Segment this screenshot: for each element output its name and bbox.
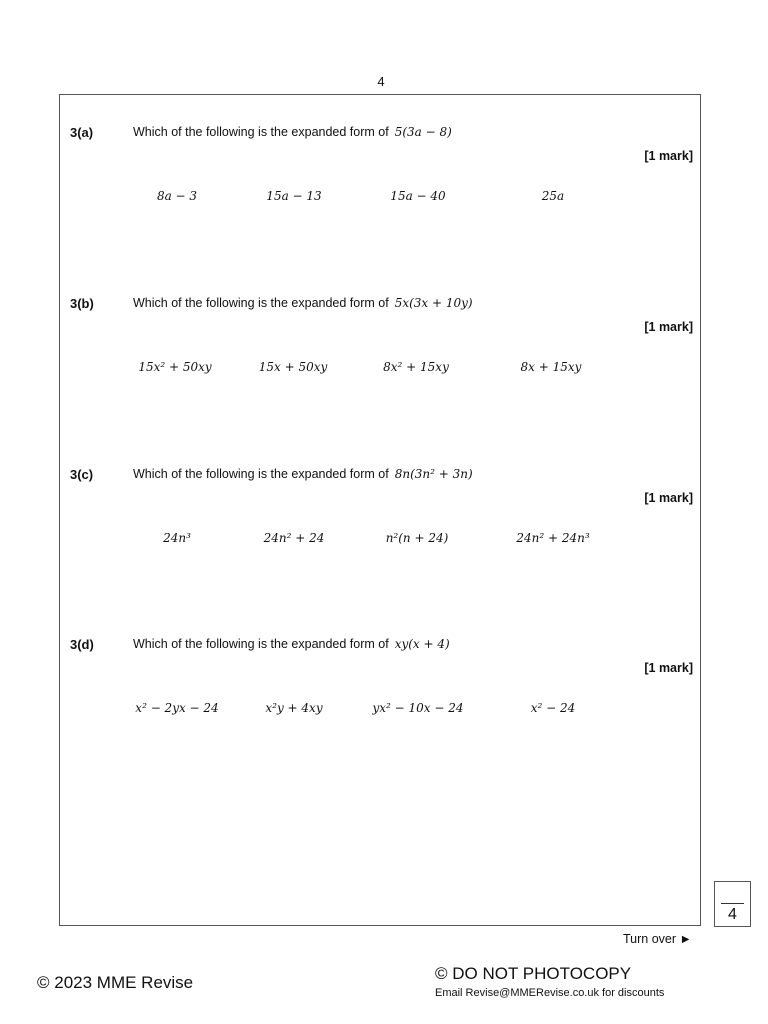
question-expression: 5(3a − 8)	[394, 125, 452, 139]
question-3c	[60, 467, 700, 587]
question-number: 3(d)	[70, 637, 94, 652]
score-total: 4	[728, 906, 737, 923]
question-prompt	[133, 467, 473, 481]
question-3b	[60, 296, 700, 416]
question-prompt-text: Which of the following is the expanded form of	[133, 467, 389, 481]
discount-email-note: Email Revise@MMERevise.co.uk for discounts	[435, 987, 665, 999]
question-frame	[59, 94, 701, 926]
no-photocopy-notice: © DO NOT PHOTOCOPY	[435, 964, 632, 983]
question-number: 3(a)	[70, 125, 94, 140]
question-prompt-text: Which of the following is the expanded form of	[133, 296, 389, 310]
score-divider	[721, 903, 744, 904]
question-marks: [1 mark]	[644, 149, 693, 163]
answer-option[interactable]: 24n² + 24n³	[516, 531, 590, 545]
question-prompt	[133, 296, 473, 310]
question-prompt-text: Which of the following is the expanded form of	[133, 125, 389, 139]
question-marks: [1 mark]	[644, 661, 693, 675]
answer-option[interactable]: yx² − 10x − 24	[372, 701, 464, 715]
answer-option[interactable]: 15x² + 50xy	[138, 360, 212, 374]
answer-option[interactable]: x²y + 4xy	[265, 701, 323, 715]
turn-over-label: Turn over ►	[623, 932, 692, 946]
question-expression: xy(x + 4)	[394, 637, 450, 651]
answer-option[interactable]: 15a − 40	[390, 189, 446, 203]
question-prompt	[133, 637, 450, 651]
question-marks: [1 mark]	[644, 491, 693, 505]
question-number: 3(b)	[70, 296, 94, 311]
answer-option[interactable]: x² − 24	[530, 701, 576, 715]
answer-option[interactable]: 24n² + 24	[263, 531, 325, 545]
question-marks: [1 mark]	[644, 320, 693, 334]
question-3d	[60, 637, 700, 757]
answer-option[interactable]: x² − 2yx − 24	[135, 701, 219, 715]
answer-option[interactable]: 24n³	[163, 531, 191, 545]
answer-option[interactable]: 8x + 15xy	[520, 360, 582, 374]
question-number: 3(c)	[70, 467, 94, 482]
answer-option[interactable]: 8a − 3	[156, 189, 198, 203]
question-expression: 5x(3x + 10y)	[394, 296, 473, 310]
question-prompt	[133, 125, 452, 139]
question-3a	[60, 125, 700, 245]
question-prompt-text: Which of the following is the expanded form of	[133, 637, 389, 651]
answer-option[interactable]: 15a − 13	[266, 189, 322, 203]
answer-option[interactable]: n²(n + 24)	[385, 531, 449, 545]
score-box	[714, 881, 751, 927]
answer-option[interactable]: 15x + 50xy	[258, 360, 328, 374]
question-expression: 8n(3n² + 3n)	[394, 467, 473, 481]
answer-option[interactable]: 25a	[541, 189, 565, 203]
page-number: 4	[377, 74, 385, 89]
copyright-text: © 2023 MME Revise	[37, 973, 194, 992]
answer-option[interactable]: 8x² + 15xy	[383, 360, 449, 374]
